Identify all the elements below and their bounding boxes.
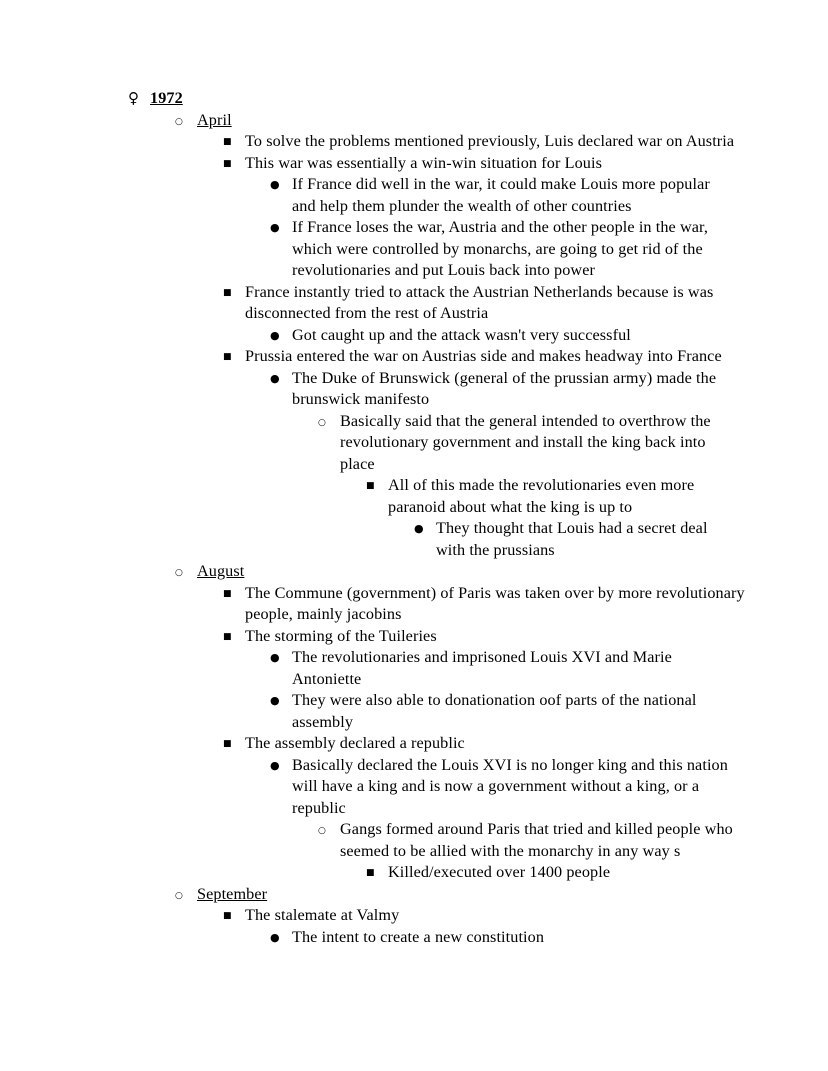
filled-disc-icon: ●	[270, 221, 280, 234]
outline-list	[0, 88, 828, 948]
list-item-text: The Duke of Brunswick (general of the prussian army) made the brunswick manifesto	[292, 368, 717, 408]
filled-disc-icon: ●	[270, 371, 280, 385]
filled-disc-icon: ●	[270, 694, 280, 707]
list-item	[223, 905, 828, 927]
filled-square-icon: ■	[223, 588, 232, 599]
filled-square-icon: ■	[223, 911, 232, 921]
list-item	[223, 733, 828, 755]
list-item-text: France instantly tried to attack the Austrian Netherlands because is was disconnected from the rest of Austria	[245, 282, 714, 322]
month-heading-september: September	[197, 884, 268, 903]
hollow-circle-icon: ○	[318, 826, 326, 836]
list-item-text: The assembly declared a republic	[245, 734, 465, 752]
list-item	[366, 862, 828, 884]
list-item	[223, 153, 828, 175]
list-item	[270, 368, 828, 411]
year-heading: 1972	[150, 89, 183, 107]
list-item-text: Prussia entered the war on Austrias side and makes headway into France	[245, 347, 722, 365]
list-item	[270, 325, 828, 347]
filled-disc-icon: ●	[270, 930, 280, 944]
list-item	[318, 819, 828, 862]
list-item-text: Gangs formed around Paris that tried and killed people who seemed to be allied with the monarchy in any way s	[340, 820, 733, 860]
list-item	[414, 518, 828, 561]
list-item	[270, 755, 828, 820]
list-item-text: The Commune (government) of Paris was taken over by more revolutionary people, mainly jacobins	[245, 583, 745, 623]
filled-square-icon: ■	[223, 137, 232, 147]
list-item	[223, 346, 828, 368]
filled-square-icon: ■	[366, 868, 375, 878]
list-item-text: If France did well in the war, it could make Louis more popular and help them plunder the wealth of other countries	[292, 175, 710, 215]
list-item	[223, 282, 828, 325]
filled-square-icon: ■	[223, 631, 232, 642]
month-heading-august: August	[197, 562, 245, 580]
list-item-text: To solve the problems mentioned previously, Luis declared war on Austria	[245, 132, 735, 150]
filled-square-icon: ■	[223, 158, 232, 169]
list-item-text: The intent to create a new constitution	[292, 927, 545, 946]
outline-item-month-april	[175, 110, 828, 132]
list-item-text: This war was essentially a win-win situation for Louis	[245, 153, 602, 172]
list-item	[270, 174, 828, 217]
venus-icon: ♀	[128, 89, 140, 107]
filled-square-icon: ■	[223, 287, 232, 298]
list-item-text: Killed/executed over 1400 people	[388, 863, 611, 881]
filled-disc-icon: ●	[270, 758, 280, 772]
filled-square-icon: ■	[223, 739, 232, 749]
filled-square-icon: ■	[366, 481, 375, 491]
list-item	[270, 927, 828, 949]
filled-disc-icon: ●	[270, 328, 280, 342]
list-item	[270, 647, 828, 690]
hollow-circle-icon: ○	[175, 116, 183, 127]
list-item-text: The stalemate at Valmy	[245, 906, 400, 924]
list-item-text: They were also able to donationation oof parts of the national assembly	[292, 691, 697, 731]
list-item	[223, 626, 828, 648]
list-item-text: Basically said that the general intended to overthrow the revolutionary government and install the king back into place	[340, 411, 711, 473]
list-item	[366, 475, 828, 518]
list-item-text: All of this made the revolutionaries even more paranoid about what the king is up to	[388, 476, 695, 516]
hollow-circle-icon: ○	[318, 417, 326, 428]
filled-disc-icon: ●	[270, 178, 280, 191]
filled-square-icon: ■	[223, 352, 232, 362]
hollow-circle-icon: ○	[175, 890, 183, 901]
filled-disc-icon: ●	[270, 651, 280, 664]
list-item	[223, 583, 828, 626]
month-heading-april: April	[197, 110, 232, 129]
outline-item-year	[128, 88, 828, 110]
hollow-circle-icon: ○	[175, 568, 183, 578]
list-item-text: Got caught up and the attack wasn't very successful	[292, 325, 631, 344]
list-item	[270, 690, 828, 733]
list-item	[223, 131, 828, 153]
filled-disc-icon: ●	[414, 522, 424, 535]
list-item-text: They thought that Louis had a secret deal with the prussians	[436, 519, 708, 559]
list-item-text: If France loses the war, Austria and the other people in the war, which were controlled by monarchs, are going to get rid of the revolutionaries and put Louis back into power	[292, 218, 709, 279]
list-item-text: The storming of the Tuileries	[245, 626, 437, 645]
list-item	[270, 217, 828, 282]
outline-item-month-august	[175, 561, 828, 583]
list-item-text: Basically declared the Louis XVI is no longer king and this nation will have a king and is now a government without a king, or a republic	[292, 755, 728, 817]
outline-item-month-september	[175, 884, 828, 906]
list-item	[318, 411, 828, 476]
list-item-text: The revolutionaries and imprisoned Louis XVI and Marie Antoniette	[292, 648, 672, 688]
